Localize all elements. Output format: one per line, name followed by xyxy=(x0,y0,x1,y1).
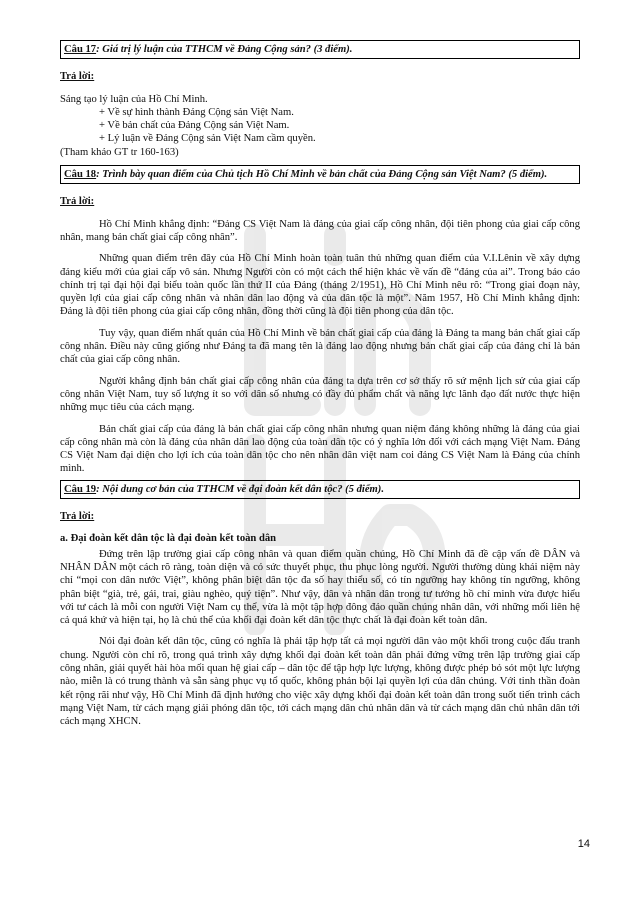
q19-subheading: a. Đại đoàn kết dân tộc là đại đoàn kết toàn dân xyxy=(60,533,277,545)
question-18-box xyxy=(60,165,580,184)
q19-paragraph: Nói đại đoàn kết dân tộc, cũng có nghĩa là phải tập hợp tất cả mọi người dân vào một khối trong cuộc đấu tranh chung. Người còn chỉ rõ, trong quá trình xây dựng khối đại đoàn kết toàn dân phải đứng vững trên lập trường giai cấp công nhân, giải quyết hài hòa mối quan hệ giai cấp – dân tộc để tập hợp lực lượng, không được phép bỏ sót một lực lượng nào, miễn là có trung thành và sẵn sàng phục vụ tổ quốc, không phản bội lại quyền lợi của dân chúng. Với tinh thần đoàn kết rộng rãi như vậy, Hồ Chí Minh đã định hướng cho việc xây dựng khối đại đoàn kết toàn dân trong suốt tiến trình cách mạng Việt Nam, từ cách mạng giải phóng dân tộc, tới cách mạng dân chủ nhân dân và từ cách mạng dân chủ nhân dân tới cách mạng XHCN. xyxy=(60,636,580,728)
question-17-label: Câu 17 xyxy=(64,44,97,55)
document-page xyxy=(60,40,580,728)
q17-reference: (Tham khảo GT tr 160-163) xyxy=(60,146,179,158)
page-number: 14 xyxy=(577,838,590,850)
q19-paragraph: Đứng trên lập trường giai cấp công nhân và quan điểm quần chúng, Hồ Chí Minh đã đề cập vấn đề DÂN và NHÂN DÂN một cách rõ ràng, toàn diện và có sức thuyết phục, thu phục lòng người. Người thường dùng khái niệm này chỉ “mọi con dân nước Việt”, không phân biệt dân tộc đa số hay thiểu số, có tín ngưỡng hay không tín ngưỡng, không phân biệt “già, trẻ, gái, trai, giàu nghèo, quý tiện”. Như vậy, dân và nhân dân trong tư tưởng hồ chí minh vừa được hiểu với tư cách là mỗi con người Việt Nam cụ thể, vừa là một tập hợp đông đảo quần chúng nhân dân, với những mối liên hệ cả quá khứ và hiện tại, họ là chủ thể của khối đại đoàn kết dân tộc thực chất là đại đoàn kết toàn dân. xyxy=(60,548,580,627)
question-17-box xyxy=(60,40,580,59)
q18-paragraph: Những quan điểm trên đây của Hồ Chí Minh hoàn toàn tuân thủ những quan điểm của V.I.Lênin về xây dựng đảng kiểu mới của giai cấp vô sản. Nhưng Người còn có một cách thể hiện khác về vấn đề “đảng của ai”. Trong báo cáo chính trị tại đại hội đại biểu toàn quốc lần thứ II của Đảng (tháng 2/1951), Hồ Chí Minh nêu rõ: “Trong giai đoạn này, quyền lợi của giai cấp công nhân và nhân dân lao động và của dân tộc là một”. Năm 1957, Hồ Chí Minh khẳng định: Đảng là đội tiên phong của giai cấp công nhân, đồng thời cũng là đội tiên phong của dân tộc. xyxy=(60,253,580,318)
answer-19-label: Trả lời: xyxy=(60,511,95,523)
answer-17-label: Trả lời: xyxy=(60,71,95,83)
q18-paragraph: Hồ Chí Minh khẳng định: “Đảng CS Việt Nam là đảng của giai cấp công nhân, đội tiên phong của giai cấp công nhân, mang bản chất giai cấp công nhân”. xyxy=(60,218,580,243)
q18-paragraph: Tuy vậy, quan điểm nhất quán của Hồ Chí Minh về bản chất giai cấp của đảng là Đảng ta mang bản chất giai cấp công nhân. Điều này cũng giống như Đảng ta đã mang tên là đảng lao động nhưng bản chất giai cấp của đảng chỉ là bản chất của giai cấp công nhân. xyxy=(60,327,580,366)
question-17-text: : Giá trị lý luận của TTHCM về Đảng Cộng sản? (3 điểm). xyxy=(96,44,353,55)
q17-item: + Về bản chất của Đảng Cộng sản Việt Nam. xyxy=(99,120,290,132)
question-18-text: : Trình bày quan điểm của Chủ tịch Hồ Chí Minh về bản chất của Đảng Cộng sản Việt Nam? (5 điểm). xyxy=(96,169,548,181)
question-19-box xyxy=(60,480,580,499)
question-19-text: : Nội dung cơ bản của TTHCM về đại đoàn kết dân tộc? (5 điểm). xyxy=(96,483,384,495)
answer-18-label: Trả lời: xyxy=(60,196,95,208)
q17-item: + Về sự hình thành Đảng Cộng sản Việt Nam. xyxy=(99,106,294,118)
q18-paragraph: Người khẳng định bản chất giai cấp công nhân của đảng ta dựa trên cơ sở thấy rõ sứ mệnh lịch sử của giai cấp công nhân Việt Nam, tuy số lượng ít so với dân số nhưng có đầy đủ phẩm chất và năng lực lãnh đạo đất nước thực hiện những mục tiêu của cách mạng. xyxy=(60,375,580,414)
question-18-label: Câu 18 xyxy=(64,169,97,181)
q18-paragraph: Bản chất giai cấp của đảng là bản chất giai cấp công nhân nhưng quan niệm đảng không những là đảng của giai cấp công nhân mà còn là đảng của nhân dân lao động của toàn dân tộc có ý nghĩa lớn đối với cách mạng Việt Nam. Đảng CS Việt Nam đại diện cho lợi ích của toàn dân tộc cho nên nhân dân việt nam coi đảng CS Việt Nam là Đảng của chính mình. xyxy=(60,423,580,475)
question-19-label: Câu 19 xyxy=(64,483,97,495)
q17-item: + Lý luận về Đảng Cộng sản Việt Nam cầm quyền. xyxy=(99,133,316,145)
q17-intro: Sáng tạo lý luận của Hồ Chí Minh. xyxy=(60,93,208,105)
